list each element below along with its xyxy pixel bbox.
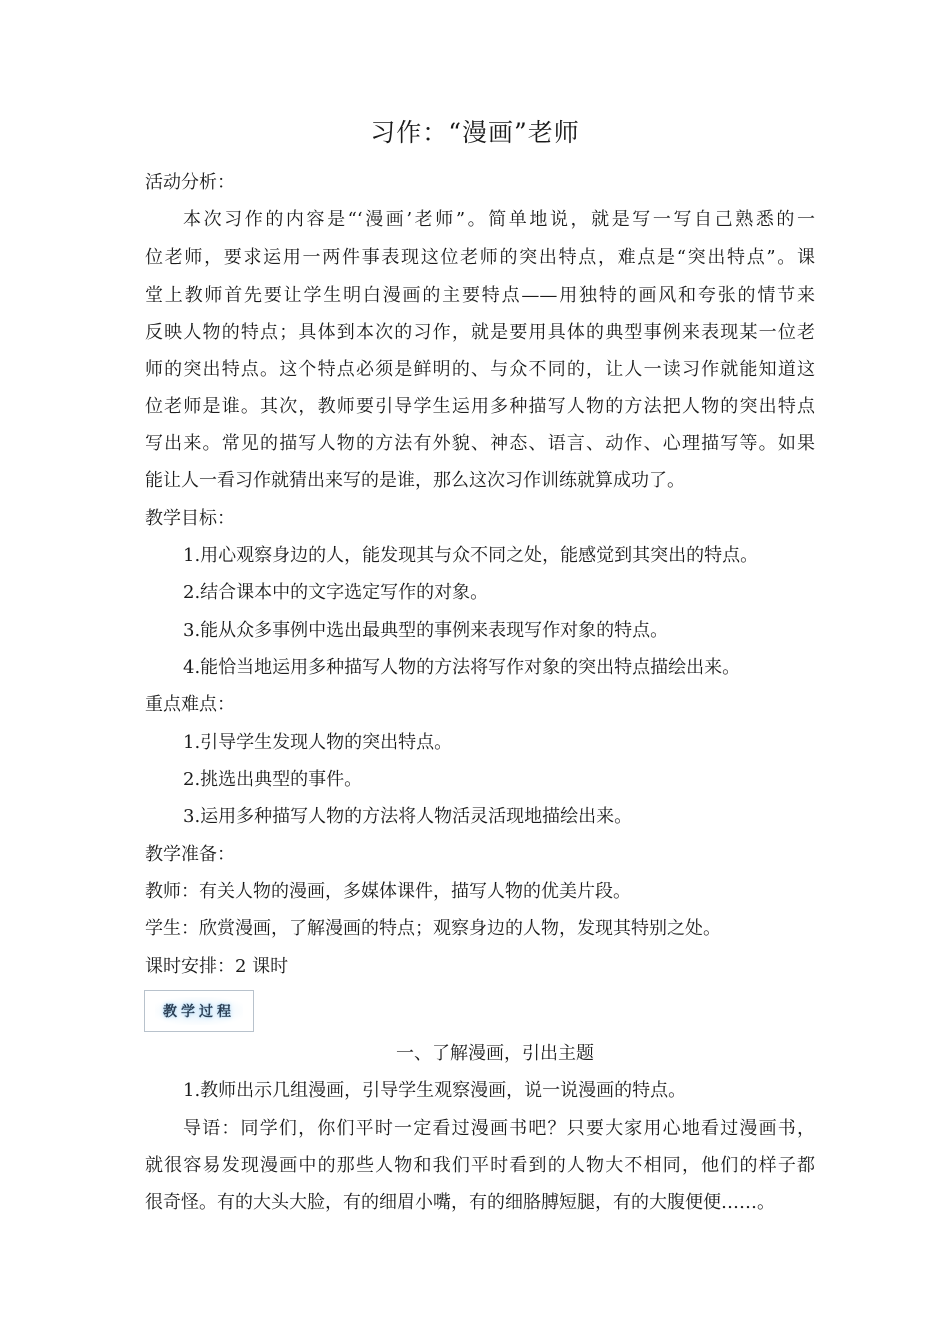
analysis-line-4: 反映人物的特点；具体到本次的习作，就是要用具体的典型事例来表现某一位老 <box>145 322 815 343</box>
intro-line-3: 很奇怪。有的大头大脸，有的细眉小嘴，有的细胳膊短腿，有的大腹便便……。 <box>145 1192 775 1213</box>
section-1-title: 一、了解漫画，引出主题 <box>396 1043 594 1064</box>
teaching-process-badge <box>144 990 254 1032</box>
schedule: 课时安排：2 课时 <box>145 956 289 977</box>
analysis-line-7: 写出来。常见的描写人物的方法有外貌、神态、语言、动作、心理描写等。如果 <box>145 433 815 454</box>
prep-student: 学生：欣赏漫画，了解漫画的特点；观察身边的人物，发现其特别之处。 <box>145 918 721 939</box>
goals-heading: 教学目标： <box>145 508 235 529</box>
analysis-line-5: 师的突出特点。这个特点必须是鲜明的、与众不同的，让人一读习作就能知道这 <box>145 359 815 380</box>
analysis-line-3: 堂上教师首先要让学生明白漫画的主要特点——用独特的画风和夸张的情节来 <box>145 285 815 306</box>
intro-line-1: 导语：同学们，你们平时一定看过漫画书吧？只要大家用心地看过漫画书， <box>183 1118 815 1139</box>
prep-heading: 教学准备： <box>145 844 235 865</box>
prep-teacher: 教师：有关人物的漫画，多媒体课件，描写人物的优美片段。 <box>145 881 631 902</box>
analysis-line-1: 本次习作的内容是“‘漫画’老师”。简单地说，就是写一写自己熟悉的一 <box>183 209 815 230</box>
analysis-heading: 活动分析： <box>145 172 235 193</box>
key-point-item-1: 1.引导学生发现人物的突出特点。 <box>183 732 453 753</box>
key-point-item-3: 3.运用多种描写人物的方法将人物活灵活现地描绘出来。 <box>183 806 633 827</box>
intro-line-2: 就很容易发现漫画中的那些人物和我们平时看到的人物大不相同，他们的样子都 <box>145 1155 815 1176</box>
teaching-process-badge-label: 教学过程 <box>155 997 243 1025</box>
section-1-step-1: 1.教师出示几组漫画，引导学生观察漫画，说一说漫画的特点。 <box>183 1080 687 1101</box>
analysis-line-8: 能让人一看习作就猜出来写的是谁，那么这次习作训练就算成功了。 <box>145 470 685 491</box>
analysis-line-6: 位老师是谁。其次，教师要引导学生运用多种描写人物的方法把人物的突出特点 <box>145 396 815 417</box>
analysis-line-2: 位老师，要求运用一两件事表现这位老师的突出特点，难点是“突出特点”。课 <box>145 247 815 268</box>
goal-item-4: 4.能恰当地运用多种描写人物的方法将写作对象的突出特点描绘出来。 <box>183 657 741 678</box>
page-title: 习作：“漫画”老师 <box>370 118 580 147</box>
goal-item-1: 1.用心观察身边的人，能发现其与众不同之处，能感觉到其突出的特点。 <box>183 545 759 566</box>
goal-item-3: 3.能从众多事例中选出最典型的事例来表现写作对象的特点。 <box>183 620 669 641</box>
key-point-item-2: 2.挑选出典型的事件。 <box>183 769 363 790</box>
key-points-heading: 重点难点： <box>145 694 235 715</box>
goal-item-2: 2.结合课本中的文字选定写作的对象。 <box>183 582 489 603</box>
